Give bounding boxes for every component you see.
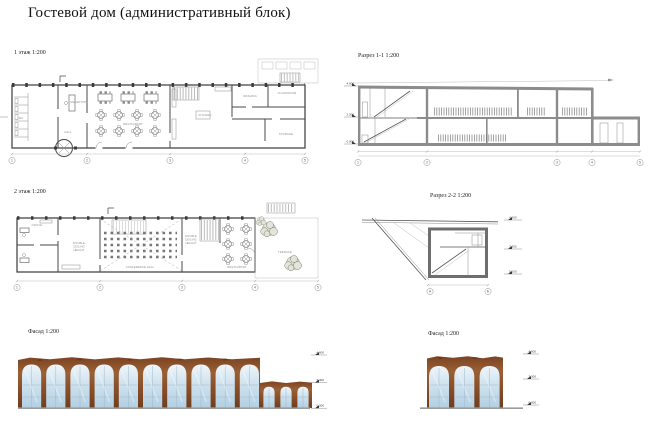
- svg-text:5: 5: [304, 158, 306, 163]
- plan1-restaurant-tables: [96, 92, 160, 136]
- plan2-grid: [14, 280, 321, 291]
- svg-text:5: 5: [317, 285, 319, 290]
- room-label-restaurant: RESTAURANT: [123, 123, 143, 126]
- svg-text:4: 4: [591, 160, 593, 165]
- svg-text:3.300: 3.300: [528, 374, 537, 379]
- section2-level-marks: [504, 215, 522, 274]
- svg-text:2: 2: [426, 160, 428, 165]
- plan2-floor-plan: [0, 195, 345, 310]
- svg-text:3: 3: [181, 285, 183, 290]
- plan2-terrace: [248, 217, 318, 279]
- facade2-level-marks: [523, 349, 539, 405]
- plan2-restaurant-tables: [223, 224, 251, 264]
- plan2-section-cut-mark: [108, 208, 114, 214]
- facade-end-drawing: [405, 344, 565, 420]
- svg-text:4.600: 4.600: [528, 349, 537, 354]
- svg-text:4.600: 4.600: [346, 81, 354, 86]
- room-label-conference: CONFERENCE HALL: [125, 266, 155, 269]
- svg-text:HEIGHT: HEIGHT: [185, 241, 197, 245]
- plan1-grid: [9, 153, 308, 164]
- svg-text:0.000: 0.000: [509, 269, 517, 274]
- section1-grid: [355, 150, 643, 165]
- svg-text:3: 3: [169, 158, 171, 163]
- facade1-label: Фасад 1:200: [28, 329, 60, 335]
- plan1-floor-plan: [0, 57, 345, 175]
- facade-main-drawing: [10, 344, 355, 420]
- room-label-terrace: TERRACE: [278, 251, 292, 254]
- facade2-label: Фасад 1:200: [428, 331, 460, 337]
- section1-level-marks: [344, 82, 360, 144]
- plan2-label: 2 этаж 1:200: [14, 189, 46, 195]
- section2-label: Разрез 2-2 1:200: [430, 193, 472, 199]
- plan1-label: 1 этаж 1:200: [14, 50, 46, 56]
- section-1-1-drawing: [330, 55, 650, 170]
- section-2-2-drawing: [360, 188, 560, 303]
- room-label-reception: RECEPTION: [70, 101, 88, 104]
- svg-text:3.300: 3.300: [346, 112, 354, 117]
- room-label-storage: STORAGE: [278, 133, 294, 136]
- plan2-exterior-stair: [267, 203, 295, 213]
- facade1-level-marks: [311, 350, 327, 408]
- sheet-title: Гостевой дом (административный блок): [28, 5, 291, 21]
- section2-interior: [432, 233, 486, 275]
- plan1-kitchen-counters: [172, 87, 231, 139]
- room-label-office: OFFICE: [31, 224, 43, 227]
- svg-text:0.000: 0.000: [346, 139, 354, 144]
- plan2-walls: [17, 218, 255, 272]
- svg-text:4.600: 4.600: [316, 350, 325, 355]
- room-label-wc: WC: [18, 117, 24, 120]
- plan2-room-labels: [32, 223, 292, 269]
- svg-text:4.600: 4.600: [509, 215, 517, 220]
- svg-text:1: 1: [357, 160, 359, 165]
- plan1-section-cut-mark: [0, 76, 66, 117]
- plan2-conference-seating: [100, 219, 182, 271]
- facade2-building: [420, 356, 523, 408]
- room-label-hall: HALL: [64, 131, 72, 134]
- svg-text:1: 1: [11, 158, 13, 163]
- room-label-restaurant2: RESTAURANT: [227, 266, 247, 269]
- facade1-building: [18, 357, 312, 408]
- section1-label: Разрез 1-1 1:200: [358, 53, 400, 59]
- plan1-stair: [173, 87, 199, 100]
- svg-text:1: 1: [16, 285, 18, 290]
- svg-text:CEILING: CEILING: [185, 238, 197, 242]
- svg-text:2: 2: [99, 285, 101, 290]
- svg-text:3: 3: [556, 160, 558, 165]
- svg-text:4: 4: [254, 285, 256, 290]
- svg-text:3.300: 3.300: [316, 377, 325, 382]
- svg-text:0.000: 0.000: [316, 403, 325, 408]
- svg-text:А: А: [428, 289, 432, 294]
- plan2-stair: [200, 219, 220, 241]
- svg-text:DOUBLE: DOUBLE: [185, 235, 197, 238]
- plan1-upper-terrace-outline: [258, 59, 318, 83]
- room-label-washing: WASHING: [243, 95, 257, 98]
- section1-interior: [362, 88, 623, 143]
- svg-text:HEIGHT: HEIGHT: [73, 248, 85, 252]
- svg-text:DOUBLE: DOUBLE: [73, 242, 85, 245]
- section2-structure: [362, 218, 498, 280]
- svg-text:0.000: 0.000: [528, 400, 537, 405]
- room-label-cloakroom: CLOAKROOM: [277, 92, 297, 95]
- room-label-kitchen: KITCHEN: [198, 114, 212, 117]
- svg-text:CEILING: CEILING: [73, 245, 85, 249]
- svg-text:4: 4: [244, 158, 246, 163]
- svg-text:3.300: 3.300: [509, 244, 517, 249]
- section2-grid: [427, 284, 491, 295]
- svg-text:2: 2: [86, 158, 88, 163]
- svg-text:5: 5: [639, 160, 641, 165]
- svg-text:Б: Б: [486, 289, 490, 294]
